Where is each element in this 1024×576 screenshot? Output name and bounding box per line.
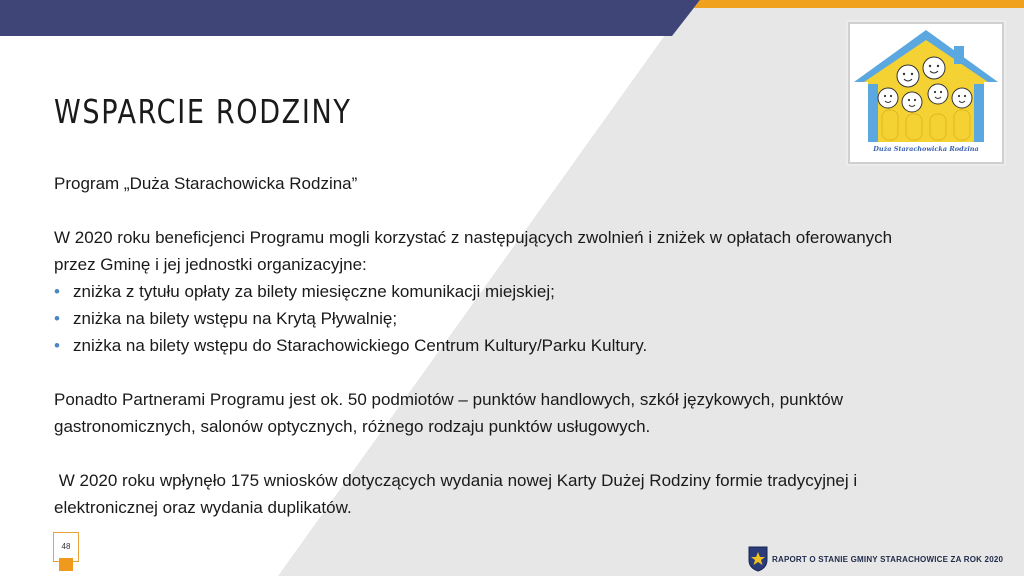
list-item: • zniżka na bilety wstępu do Starachowickiego Centrum Kultury/Parku Kultury.	[54, 332, 934, 359]
logo-caption: Duża Starachowicka Rodzina	[873, 145, 979, 153]
bullet-icon: •	[54, 282, 60, 301]
program-logo	[848, 22, 1004, 164]
page-number: 48	[61, 542, 71, 551]
bullet-icon: •	[54, 309, 60, 328]
program-name: Program „Duża Starachowicka Rodzina”	[54, 174, 358, 193]
coat-of-arms-icon	[748, 546, 768, 572]
slide-title: WSPARCIE RODZINY	[54, 92, 352, 131]
intro-paragraph: W 2020 roku beneficjenci Programu mogli korzystać z następujących zwolnień i zniżek w opłatach oferowanych przez Gminę i jej jednostki organizacyjne:	[54, 228, 893, 274]
discount-list	[54, 278, 934, 359]
partners-paragraph: Ponadto Partnerami Programu jest ok. 50 podmiotów – punktów handlowych, szkół językowych, punktów gastronomicznych, salonów optycznych, różnego rodzaju punktów usługowych.	[54, 390, 844, 436]
page-number-accent	[59, 558, 73, 571]
footer-report-title: RAPORT O STANIE GMINY STARACHOWICE ZA ROK 2020	[772, 555, 1004, 564]
applications-paragraph: W 2020 roku wpłynęło 175 wniosków dotyczących wydania nowej Karty Dużej Rodziny formie tradycyjnej i elektronicznej oraz wydania duplikatów.	[54, 471, 862, 517]
house-family-icon	[850, 24, 1002, 162]
list-item: • zniżka na bilety wstępu na Krytą Pływalnię;	[54, 305, 934, 332]
slide-body	[54, 170, 934, 521]
bullet-icon: •	[54, 336, 60, 355]
list-item: • zniżka z tytułu opłaty za bilety miesięczne komunikacji miejskiej;	[54, 278, 934, 305]
